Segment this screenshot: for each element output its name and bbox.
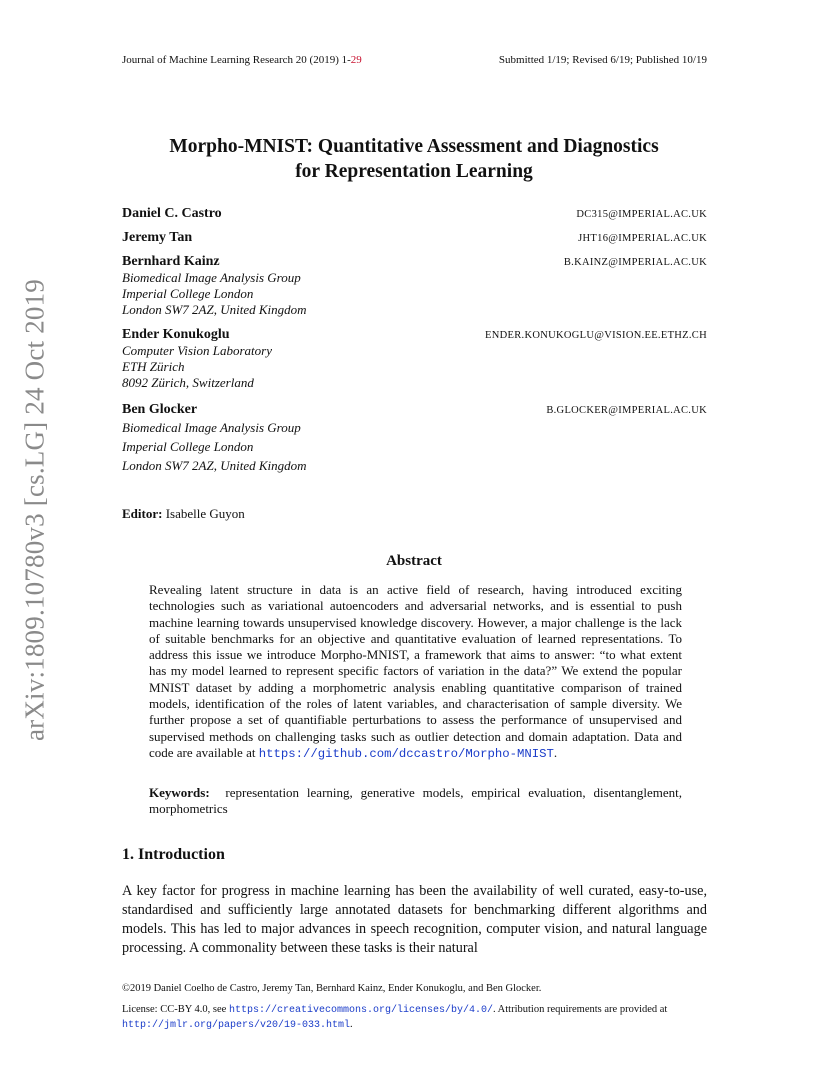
author-block xyxy=(122,230,707,246)
author-email[interactable]: B.GLOCKER@IMPERIAL.AC.UK xyxy=(546,405,707,416)
abstract-body xyxy=(149,582,682,762)
keywords-text: representation learning, generative models, empirical evaluation, disentanglement, morphometrics xyxy=(149,785,683,817)
section-title: Introduction xyxy=(138,846,225,863)
author-block xyxy=(122,327,707,391)
author-name: Jeremy Tan xyxy=(122,230,193,245)
affiliation-line: London SW7 2AZ, United Kingdom xyxy=(122,302,307,317)
author-email[interactable]: JHT16@IMPERIAL.AC.UK xyxy=(578,233,707,244)
abstract-text: Revealing latent structure in data is an active field of research, having introduced exciting technologies such as variational autoencoders and adversarial networks, and is essential to push machine learning towards unsupervised knowledge discovery. However, a major challenge is the lack of suitable benchmarks for an objective and quantitative evaluation of learned representations. To address this issue we introduce Morpho-MNIST, a framework that aims to answer: “to what extent has my model learned to represent specific factors of variation in the data?” We extend the popular MNIST dataset by adding a morphometric analysis enabling quantitative comparison of trained models, identification of the roles of latent variables, and characterisation of sample diversity. We further propose a set of quantifiable perturbations to assess the performance of unsupervised and supervised methods on challenging tasks such as outlier detection and domain adaptation. Data and code are available at xyxy=(149,582,682,760)
abstract-end: . xyxy=(553,744,558,760)
page-footer xyxy=(122,982,707,1033)
editor-label: Editor: xyxy=(122,506,163,521)
author-block xyxy=(122,402,707,475)
paper-link[interactable]: http://jmlr.org/papers/v20/19-033.html xyxy=(122,1020,351,1031)
section-number: 1. xyxy=(122,846,134,863)
license-prefix: License: CC-BY 4.0, see xyxy=(122,1004,227,1015)
affiliation-line: Biomedical Image Analysis Group xyxy=(122,420,301,435)
license-end: . xyxy=(350,1019,353,1030)
editor-name: Isabelle Guyon xyxy=(165,506,245,521)
affiliation-line: London SW7 2AZ, United Kingdom xyxy=(122,458,307,473)
journal-citation xyxy=(122,54,362,66)
license-mid: . Attribution requirements are provided at xyxy=(492,1004,668,1015)
abstract-heading: Abstract xyxy=(386,553,442,569)
journal-pages-link[interactable]: 29 xyxy=(350,54,362,66)
author-email[interactable]: DC315@IMPERIAL.AC.UK xyxy=(576,209,707,220)
submission-dates: Submitted 1/19; Revised 6/19; Published 10/19 xyxy=(498,54,707,66)
author-affiliation xyxy=(122,418,707,475)
affiliation-line: Biomedical Image Analysis Group xyxy=(122,270,301,285)
arxiv-side-label xyxy=(19,278,50,742)
author-block xyxy=(122,206,707,222)
copyright-notice: ©2019 Daniel Coelho de Castro, Jeremy Tan, Bernhard Kainz, Ender Konukoglu, and Ben Glocker. xyxy=(122,983,542,994)
author-affiliation xyxy=(122,343,707,391)
intro-paragraph: A key factor for progress in machine learning has been the availability of well curated, easy-to-use, standardised and sufficiently large annotated datasets for benchmarking different algorithms and models. This has led to major advances in speech recognition, computer vision, and natural language processing. A commonality between these tasks is their natural xyxy=(122,883,707,956)
arxiv-id-text: arXiv:1809.10780v3 [cs.LG] 24 Oct 2019 xyxy=(19,278,50,742)
author-name: Daniel C. Castro xyxy=(122,206,222,221)
author-name: Bernhard Kainz xyxy=(122,254,220,269)
keywords-label: Keywords: xyxy=(149,785,210,800)
license-link[interactable]: https://creativecommons.org/licenses/by/4.0/ xyxy=(228,1005,493,1016)
title-line-2: for Representation Learning xyxy=(295,161,533,182)
author-block xyxy=(122,254,707,318)
author-email[interactable]: ENDER.KONUKOGLU@VISION.EE.ETHZ.CH xyxy=(485,330,707,341)
code-repo-link[interactable]: https://github.com/dccastro/Morpho-MNIST xyxy=(258,746,554,761)
license-notice xyxy=(122,1003,707,1033)
affiliation-line: Computer Vision Laboratory xyxy=(122,343,272,358)
affiliation-line: ETH Zürich xyxy=(122,359,185,374)
author-affiliation xyxy=(122,270,707,318)
author-name: Ben Glocker xyxy=(122,402,198,417)
section-heading xyxy=(122,846,225,864)
affiliation-line: Imperial College London xyxy=(122,439,254,454)
author-email[interactable]: B.KAINZ@IMPERIAL.AC.UK xyxy=(563,257,707,268)
editor-line xyxy=(122,506,245,522)
author-name: Ender Konukoglu xyxy=(122,327,230,342)
paper-title xyxy=(100,134,728,184)
keywords-block xyxy=(149,785,682,818)
affiliation-line: Imperial College London xyxy=(122,286,254,301)
affiliation-line: 8092 Zürich, Switzerland xyxy=(122,375,254,390)
title-line-1: Morpho-MNIST: Quantitative Assessment and Diagnostics xyxy=(169,136,659,157)
journal-name: Journal of Machine Learning Research 20 (2019) 1- xyxy=(122,54,351,66)
